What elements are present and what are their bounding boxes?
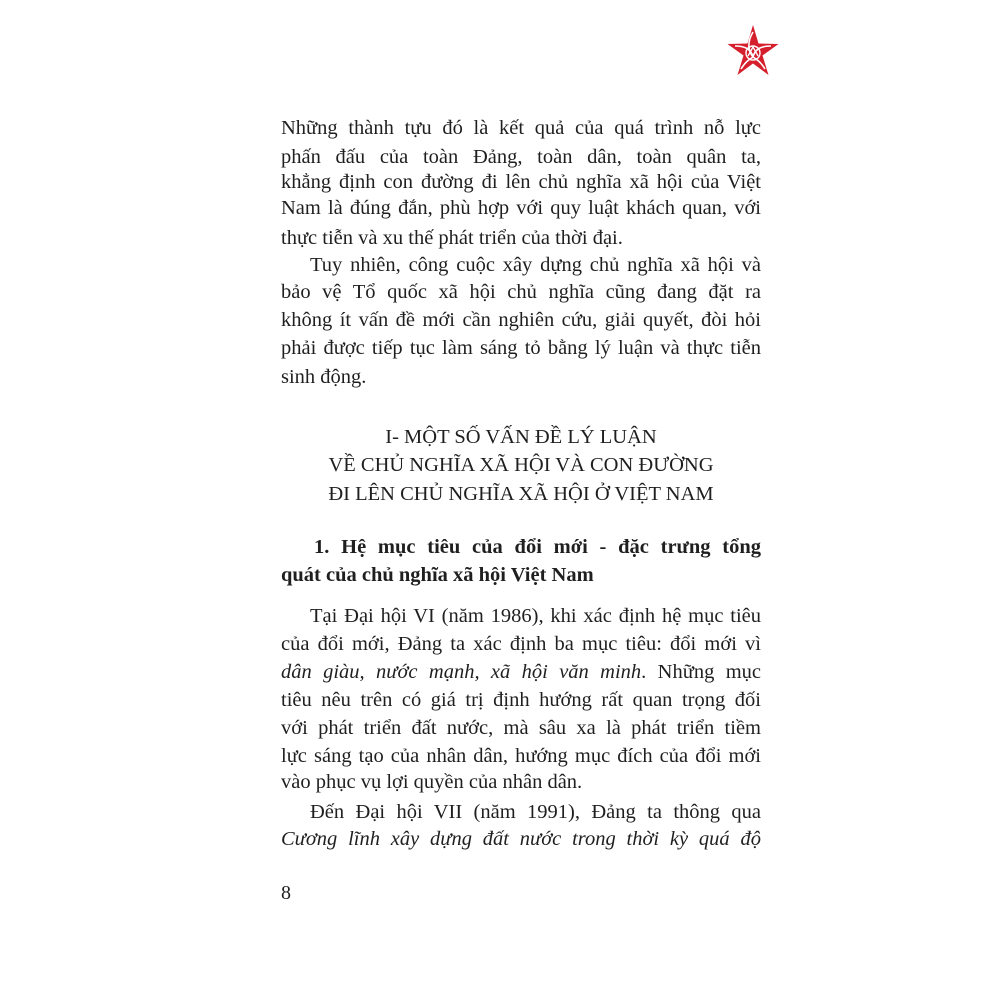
paragraph-1-line-5: thực tiễn và xu thế phát triển của thời đại.	[281, 227, 623, 249]
paragraph-2-line-3: không ít vấn đề mới cần nghiên cứu, giải quyết, đòi hỏi	[281, 309, 761, 331]
paragraph-3-line-7: vào phục vụ lợi quyền của nhân dân.	[281, 771, 583, 793]
paragraph-3-line-5: với phát triển đất nước, mà sâu xa là phát triển tiềm	[281, 717, 761, 739]
paragraph-3-emphasis: dân giàu, nước mạnh, xã hội văn minh	[281, 661, 642, 683]
paragraph-3-line-2: của đổi mới, Đảng ta xác định ba mục tiêu: đổi mới vì	[281, 633, 761, 655]
paragraph-2-line-1: Tuy nhiên, công cuộc xây dựng chủ nghĩa xã hội và	[310, 254, 761, 276]
paragraph-4-line-2: Cương lĩnh xây dựng đất nước trong thời kỳ quá độ	[281, 828, 761, 850]
paragraph-1-line-4: Nam là đúng đắn, phù hợp với quy luật khách quan, với	[281, 197, 761, 219]
section-heading-line-3: ĐI LÊN CHỦ NGHĨA XÃ HỘI Ở VIỆT NAM	[328, 483, 714, 505]
page-number: 8	[281, 882, 291, 904]
paragraph-4-line-1: Đến Đại hội VII (năm 1991), Đảng ta thông qua	[310, 801, 761, 823]
paragraph-3-line-1: Tại Đại hội VI (năm 1986), khi xác định hệ mục tiêu	[310, 605, 761, 627]
paragraph-2-line-5: sinh động.	[281, 366, 367, 388]
paragraph-1-line-3: khẳng định con đường đi lên chủ nghĩa xã hội của Việt	[281, 171, 761, 193]
paragraph-2-line-2: bảo vệ Tổ quốc xã hội chủ nghĩa cũng đang đặt ra	[281, 281, 761, 303]
paragraph-2-line-4: phải được tiếp tục làm sáng tỏ bằng lý luận và thực tiễn	[281, 337, 761, 359]
paragraph-1-line-1: Những thành tựu đó là kết quả của quá trình nỗ lực	[281, 117, 761, 139]
red-star-emblem-icon	[725, 24, 781, 80]
paragraph-3-line-6: lực sáng tạo của nhân dân, hướng mục đích của đổi mới	[281, 745, 761, 767]
section-heading-line-2: VỀ CHỦ NGHĨA XÃ HỘI VÀ CON ĐƯỜNG	[328, 454, 714, 476]
paragraph-3-line-3-rest: . Những mục	[641, 661, 761, 683]
section-heading-line-1: I- MỘT SỐ VẤN ĐỀ LÝ LUẬN	[385, 426, 657, 448]
paragraph-3-line-4: tiêu nêu trên có giá trị định hướng rất quan trọng đối	[281, 689, 761, 711]
subsection-heading-line-1: 1. Hệ mục tiêu của đổi mới - đặc trưng tổng	[314, 536, 761, 558]
paragraph-1-line-2: phấn đấu của toàn Đảng, toàn dân, toàn quân ta,	[281, 146, 761, 168]
subsection-heading-line-2: quát của chủ nghĩa xã hội Việt Nam	[281, 564, 594, 586]
paragraph-3-line-3	[281, 662, 761, 683]
